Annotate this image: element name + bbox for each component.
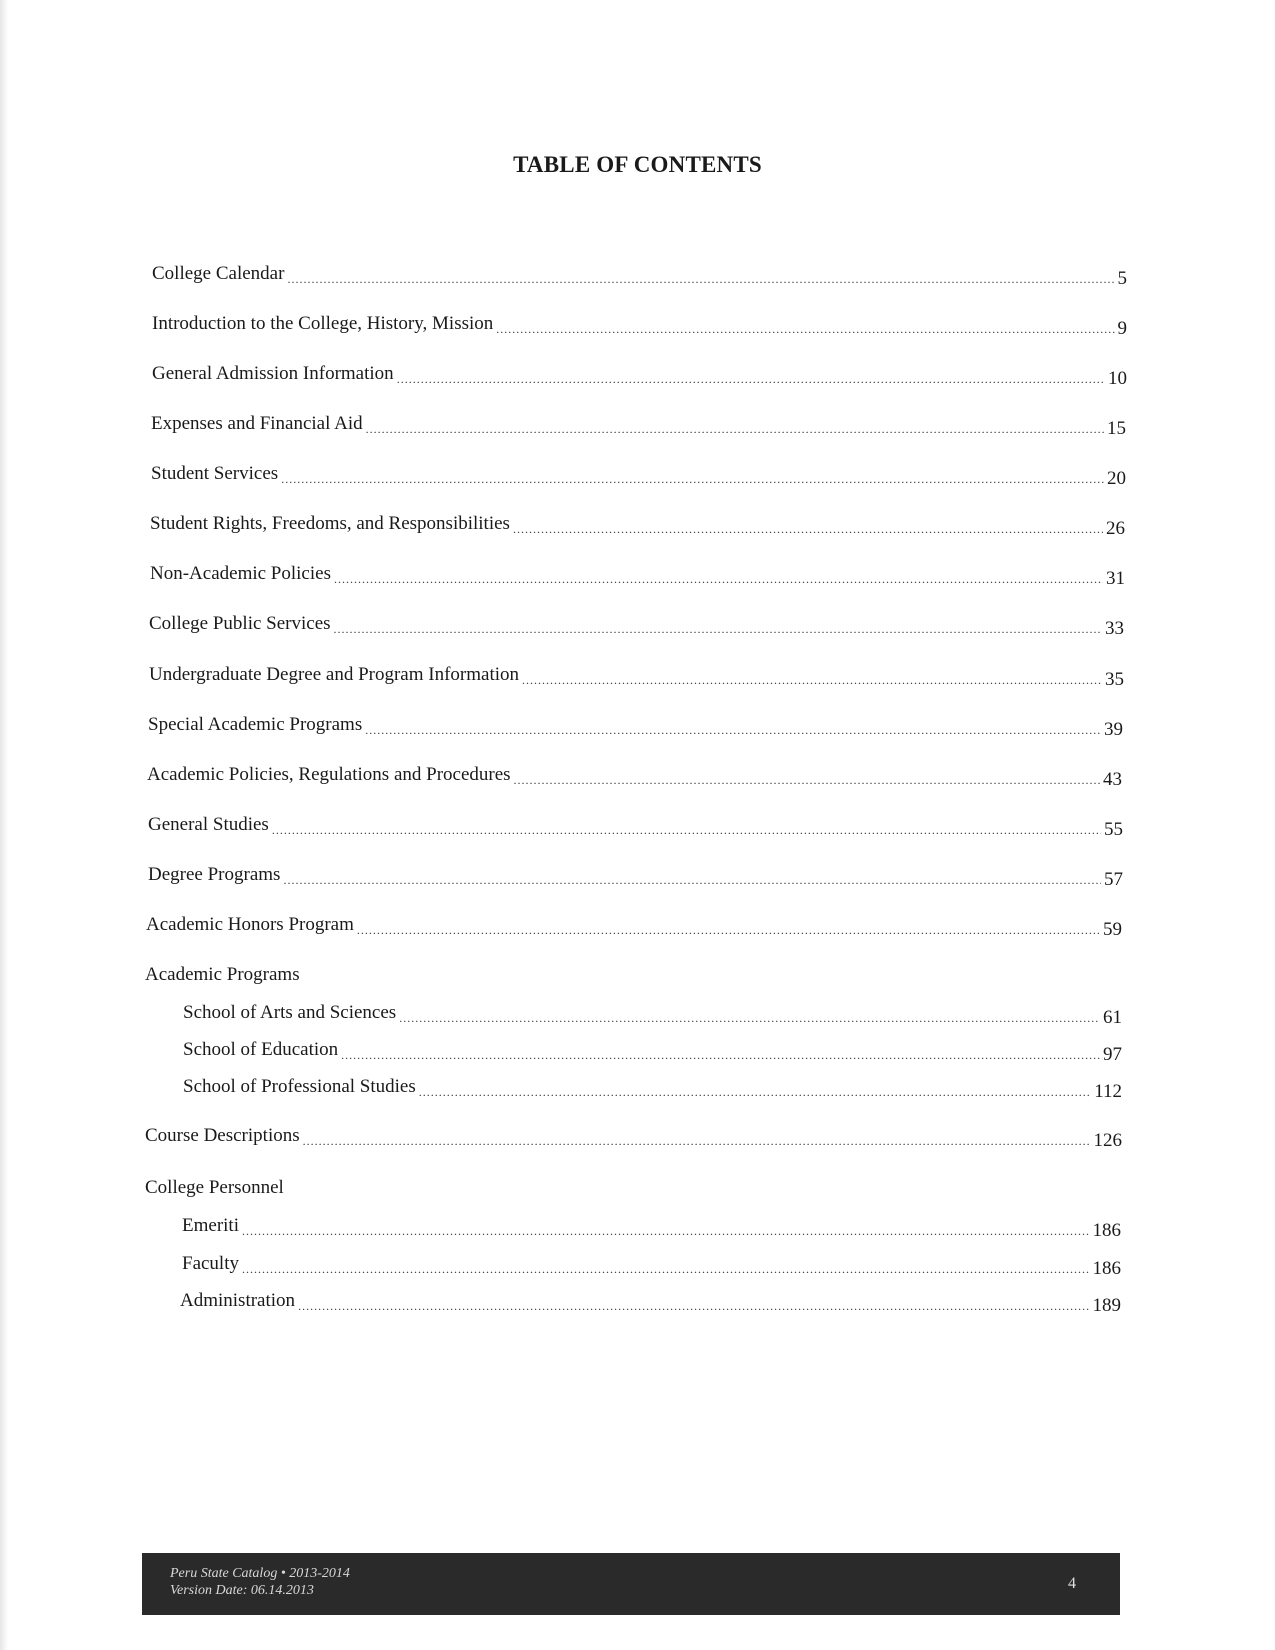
toc-entry[interactable] <box>146 914 1122 940</box>
toc-entry[interactable] <box>150 513 1125 539</box>
toc-leader-dots <box>366 418 1104 440</box>
toc-entry-page: 39 <box>1104 719 1123 740</box>
toc-entry[interactable] <box>148 814 1123 840</box>
toc-entry[interactable] <box>152 313 1127 339</box>
toc-leader-dots <box>298 1295 1089 1317</box>
toc-entry[interactable] <box>152 363 1127 389</box>
toc-entry-label: School of Education <box>183 1039 339 1060</box>
toc-leader-dots <box>334 568 1103 590</box>
toc-entry-label: Academic Honors Program <box>146 914 354 935</box>
toc-entry[interactable] <box>152 263 1127 289</box>
toc-leader-dots <box>419 1081 1091 1103</box>
toc-entry-page: 43 <box>1103 769 1122 790</box>
toc-subentry[interactable] <box>182 1253 1121 1279</box>
toc-entry-page: 59 <box>1103 919 1122 940</box>
toc-entry-label: School of Arts and Sciences <box>183 1002 397 1023</box>
toc-leader-dots <box>522 669 1102 691</box>
toc-leader-dots <box>514 769 1100 791</box>
page-footer <box>142 1553 1120 1615</box>
toc-leader-dots <box>242 1220 1090 1242</box>
toc-leader-dots <box>341 1044 1100 1066</box>
toc-entry-page: 55 <box>1104 819 1123 840</box>
toc-entry-label: Administration <box>180 1290 296 1311</box>
toc-leader-dots <box>397 368 1105 390</box>
toc-entry-label: Academic Policies, Regulations and Procedures <box>147 764 511 785</box>
toc-entry-label: College Public Services <box>149 613 331 634</box>
toc-subentry[interactable] <box>180 1290 1121 1316</box>
toc-entry[interactable] <box>150 563 1125 589</box>
toc-leader-dots <box>242 1258 1090 1280</box>
toc-entry-page: 97 <box>1103 1044 1122 1065</box>
toc-entry-page: 9 <box>1117 318 1127 339</box>
toc-leader-dots <box>283 869 1101 891</box>
toc-entry[interactable] <box>149 664 1124 690</box>
toc-entry-page: 186 <box>1092 1258 1121 1279</box>
toc-section-heading-academic-programs: Academic Programs <box>145 964 300 985</box>
toc-entry-page: 31 <box>1106 568 1125 589</box>
toc-entry[interactable] <box>148 864 1123 890</box>
toc-entry-page: 186 <box>1092 1220 1121 1241</box>
toc-entry-page: 5 <box>1117 268 1127 289</box>
toc-leader-dots <box>303 1130 1091 1152</box>
toc-leader-dots <box>357 919 1100 941</box>
toc-leader-dots <box>399 1007 1100 1029</box>
toc-entry[interactable] <box>149 613 1124 639</box>
toc-entry-page: 35 <box>1105 669 1124 690</box>
toc-entry[interactable] <box>151 413 1126 439</box>
toc-entry-page: 57 <box>1104 869 1123 890</box>
toc-leader-dots <box>496 318 1114 340</box>
toc-entry-label: Emeriti <box>182 1215 239 1236</box>
footer-catalog-line: Peru State Catalog • 2013-2014 <box>170 1566 350 1581</box>
footer-version-line: Version Date: 06.14.2013 <box>170 1583 314 1598</box>
toc-entry-label: Non-Academic Policies <box>150 563 331 584</box>
toc-leader-dots <box>272 819 1101 841</box>
toc-leader-dots <box>365 719 1101 741</box>
toc-entry-page: 26 <box>1106 518 1125 539</box>
toc-entry-label: Course Descriptions <box>145 1125 300 1146</box>
page-title: TABLE OF CONTENTS <box>513 152 762 177</box>
toc-leader-dots <box>334 618 1102 640</box>
footer-catalog-info <box>170 1565 350 1599</box>
toc-entry-page: 61 <box>1103 1007 1122 1028</box>
toc-subentry[interactable] <box>183 1002 1122 1028</box>
toc-entry-page: 126 <box>1093 1130 1122 1151</box>
toc-entry-page: 20 <box>1107 468 1126 489</box>
toc-subentry[interactable] <box>183 1076 1122 1102</box>
toc-entry-label: Special Academic Programs <box>148 714 363 735</box>
toc-entry-page: 10 <box>1108 368 1127 389</box>
footer-page-number: 4 <box>1068 1575 1076 1592</box>
toc-entry-page: 15 <box>1107 418 1126 439</box>
toc-subentry[interactable] <box>183 1039 1122 1065</box>
toc-entry[interactable] <box>151 463 1126 489</box>
toc-subentry[interactable] <box>182 1215 1121 1241</box>
toc-entry-label: General Admission Information <box>152 363 394 384</box>
toc-entry-label: Student Rights, Freedoms, and Responsibilities <box>150 513 510 534</box>
toc-entry-page: 189 <box>1092 1295 1121 1316</box>
toc-entry-label: General Studies <box>148 814 269 835</box>
toc-leader-dots <box>281 468 1104 490</box>
toc-entry-label: College Calendar <box>152 263 285 284</box>
toc-entry-label: Introduction to the College, History, Mission <box>152 313 494 334</box>
toc-entry-page: 112 <box>1094 1081 1122 1102</box>
toc-leader-dots <box>287 268 1114 290</box>
toc-entry[interactable] <box>145 1125 1122 1151</box>
toc-entry-label: Expenses and Financial Aid <box>151 413 363 434</box>
toc-leader-dots <box>513 518 1103 540</box>
toc-entry[interactable] <box>148 714 1123 740</box>
toc-section-heading-college-personnel: College Personnel <box>145 1177 284 1198</box>
toc-entry-label: Degree Programs <box>148 864 281 885</box>
toc-entry-label: Student Services <box>151 463 279 484</box>
toc-entry-page: 33 <box>1105 618 1124 639</box>
toc-entry-label: School of Professional Studies <box>183 1076 416 1097</box>
toc-entry-label: Faculty <box>182 1253 239 1274</box>
toc-entry-label: Undergraduate Degree and Program Information <box>149 664 520 685</box>
toc-entry[interactable] <box>147 764 1122 790</box>
